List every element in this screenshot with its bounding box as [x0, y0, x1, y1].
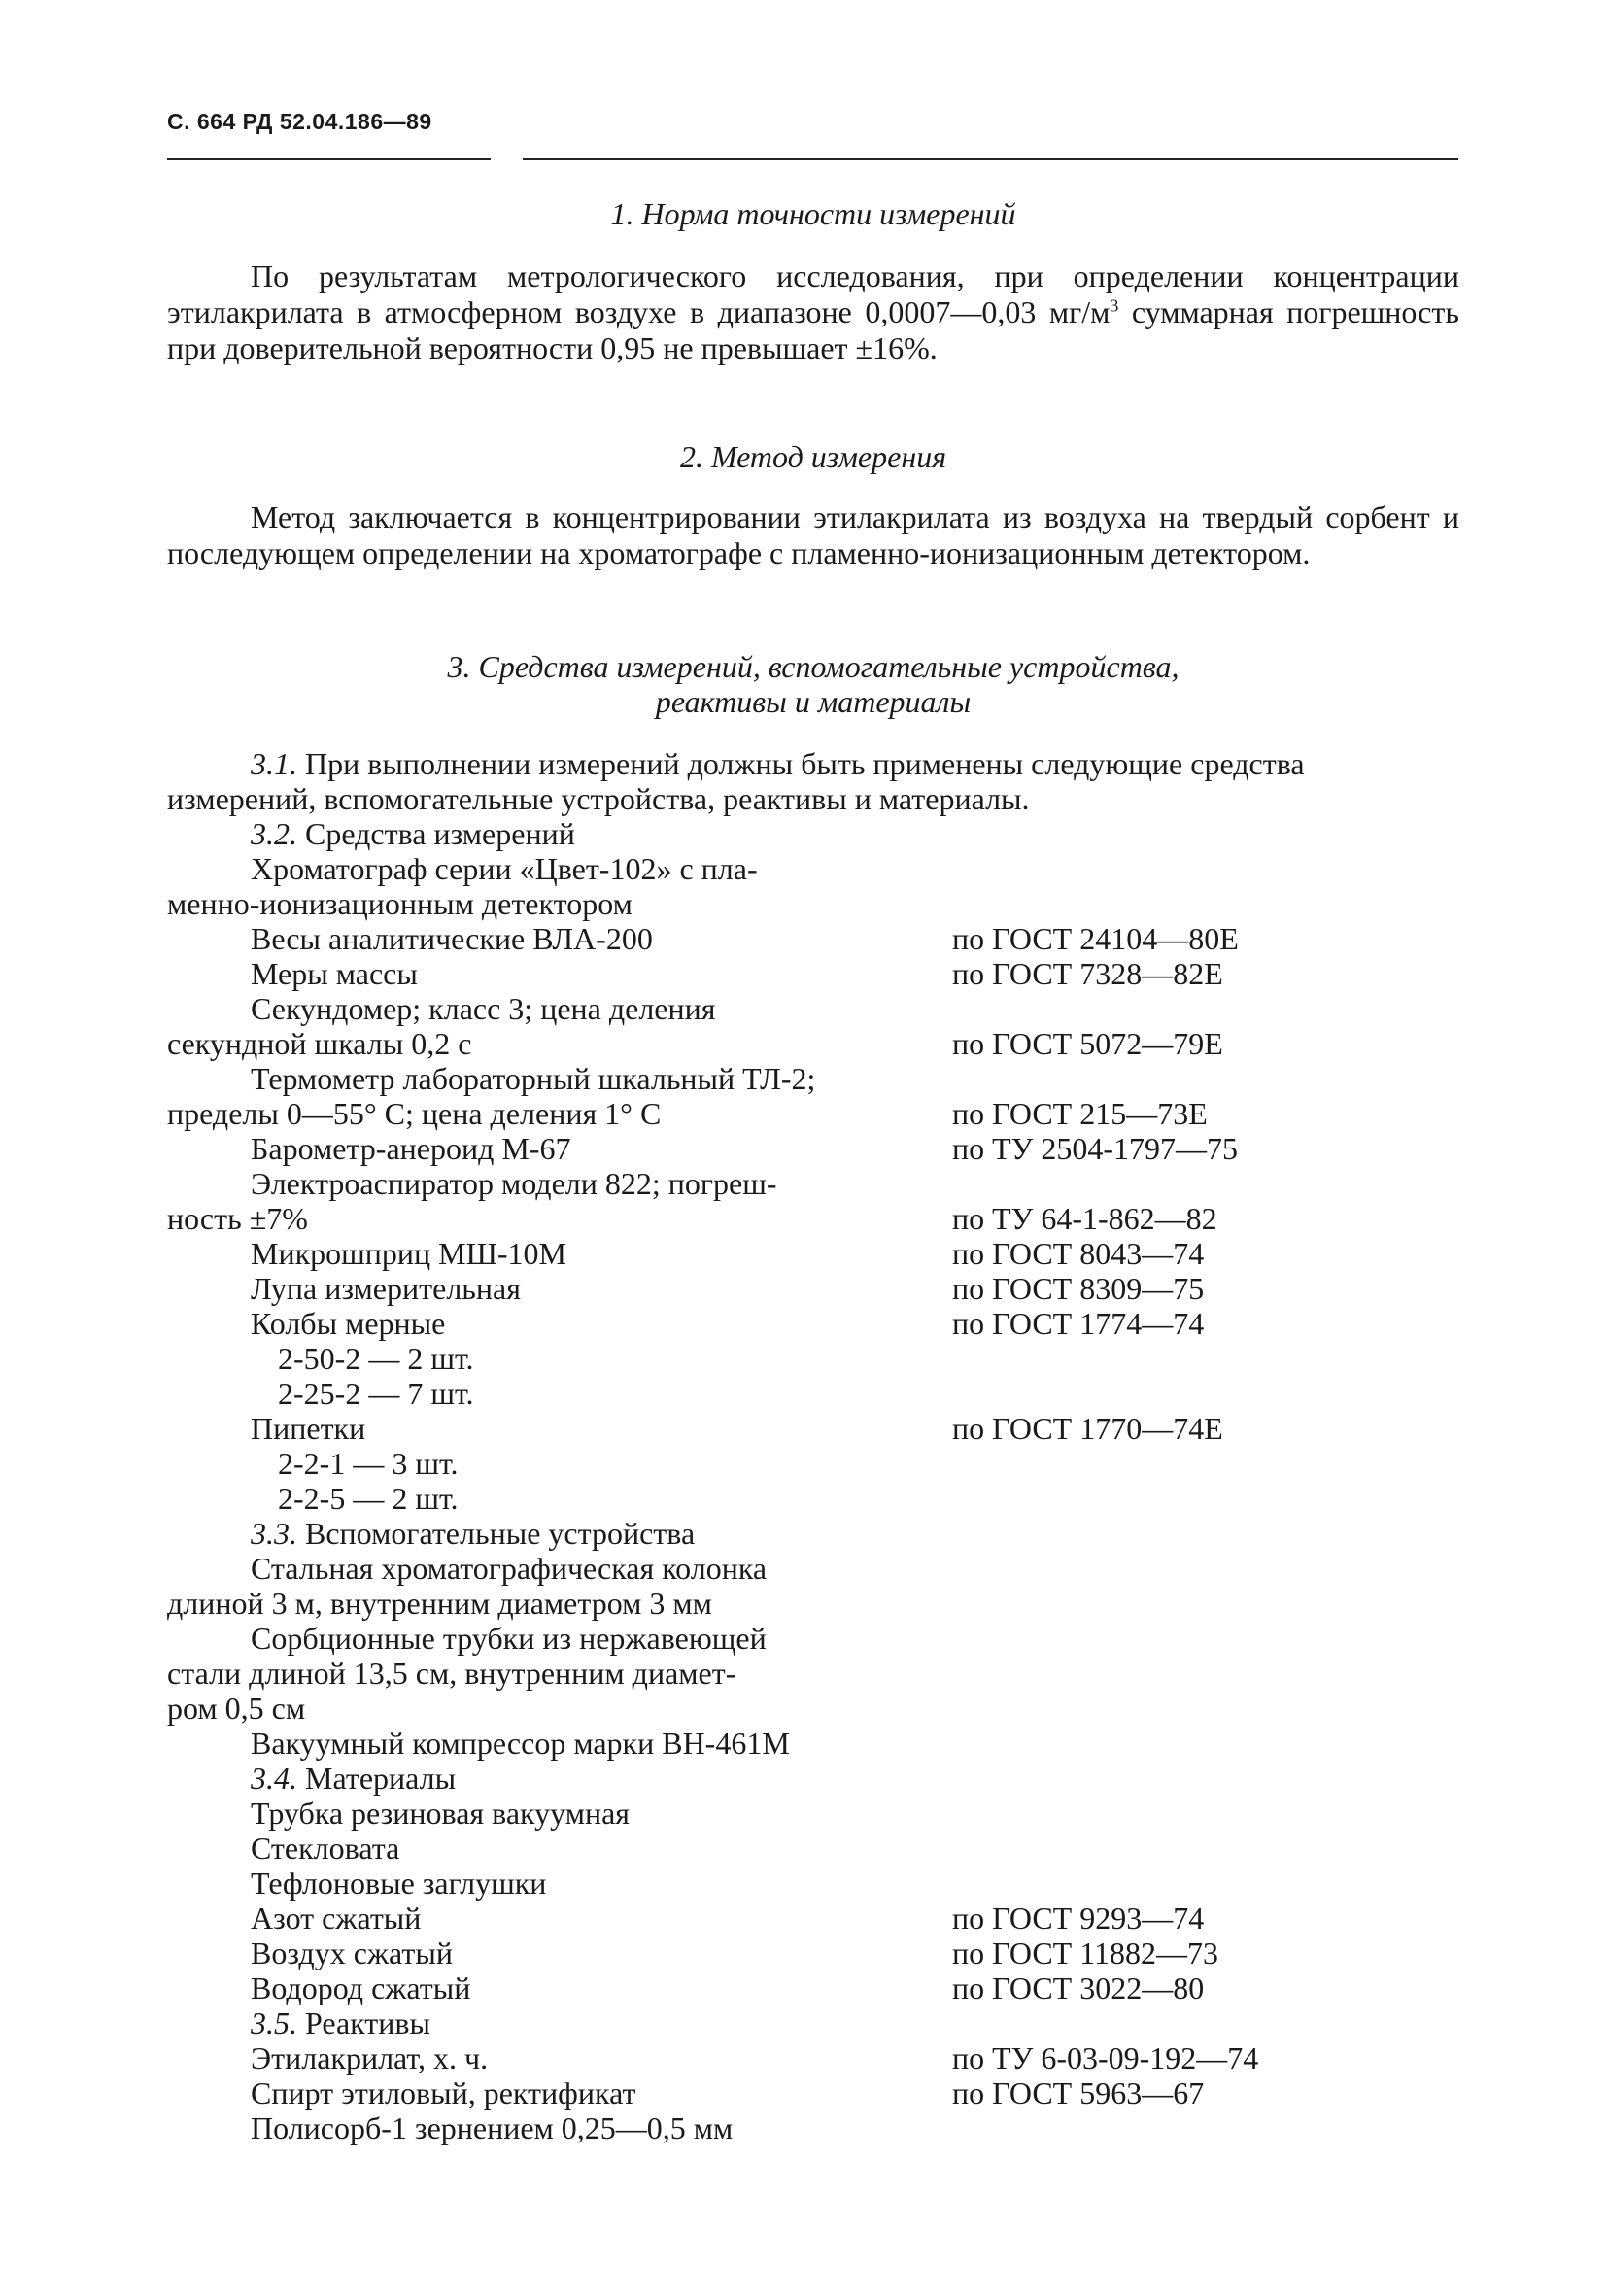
- item-mass-standard: по ГОСТ 7328—82Е: [952, 956, 1223, 991]
- clause-text: Материалы: [297, 1761, 457, 1796]
- section-2-heading: 2. Метод измерения: [679, 439, 947, 474]
- material-hydrogen: Водород сжатый: [251, 1970, 471, 2005]
- header-rule-left: [167, 158, 491, 160]
- material-hydrogen-standard: по ГОСТ 3022—80: [952, 1970, 1205, 2005]
- section-3-heading-line1: 3. Средства измерений, вспомогательные устройства,: [447, 649, 1180, 684]
- item-stopwatch-standard: по ГОСТ 5072—79Е: [952, 1026, 1223, 1061]
- reagent-ethyl-acrylate-standard: по ТУ 6-03-09-192—74: [952, 2040, 1259, 2075]
- section-1-paragraph: [167, 258, 1459, 366]
- item-aspirator-standard: по ТУ 64-1-862—82: [952, 1201, 1217, 1236]
- aux-tubes-l3: ром 0,5 см: [167, 1691, 306, 1726]
- clause-3-4-title: [251, 1761, 456, 1796]
- item-chromatograph-l2: менно-ионизационным детектором: [167, 886, 633, 921]
- item-loupe-standard: по ГОСТ 8309—75: [952, 1271, 1205, 1306]
- reagent-ethyl-alcohol-standard: по ГОСТ 5963—67: [952, 2075, 1205, 2110]
- section-1-text: По результатам метрологического исследования, при определении концентрации этилакрилата в атмосферном воздухе в диапазоне 0,0007—0,03 мг/м: [167, 258, 1459, 329]
- material-glasswool: Стекловата: [251, 1831, 400, 1866]
- item-flask-1: 2-50-2 — 2 шт.: [278, 1341, 474, 1376]
- unit-superscript: 3: [1110, 295, 1119, 316]
- aux-tubes-l1: Сорбционные трубки из нержавеющей: [251, 1621, 767, 1656]
- clause-number: 3.2.: [251, 816, 297, 851]
- item-flasks: Колбы мерные: [251, 1306, 446, 1341]
- item-pipettes: Пипетки: [251, 1411, 366, 1446]
- material-air-standard: по ГОСТ 11882—73: [952, 1936, 1219, 1970]
- item-barometer-standard: по ТУ 2504-1797—75: [952, 1131, 1238, 1166]
- clause-text: Средства измерений: [297, 816, 575, 851]
- item-aspirator-l2: ность ±7%: [167, 1201, 308, 1236]
- clause-text: При выполнении измерений должны быть применены следующие средства: [297, 746, 1305, 781]
- clause-3-1-line1: [251, 746, 1305, 781]
- aux-column-l1: Стальная хроматографическая колонка: [251, 1551, 768, 1586]
- section-3-heading-line2: реактивы и материалы: [655, 684, 972, 719]
- material-teflon-plugs: Тефлоновые заглушки: [251, 1866, 547, 1901]
- clause-3-2-title: [251, 816, 575, 851]
- clause-number: 3.5.: [251, 2005, 297, 2040]
- item-aspirator-l1: Электроаспиратор модели 822; погреш-: [251, 1166, 777, 1201]
- item-thermometer-l2: пределы 0—55° С; цена деления 1° С: [167, 1096, 662, 1131]
- clause-number: 3.3.: [251, 1516, 297, 1551]
- item-scales: Весы аналитические ВЛА-200: [251, 921, 653, 956]
- clause-text: Вспомогательные устройства: [297, 1516, 696, 1551]
- item-stopwatch-l1: Секундомер; класс 3; цена деления: [251, 991, 716, 1026]
- clause-3-3-title: [251, 1516, 695, 1551]
- clause-3-1-line2: измерений, вспомогательные устройства, реактивы и материалы.: [167, 781, 1030, 816]
- material-nitrogen: Азот сжатый: [251, 1901, 422, 1936]
- item-flasks-standard: по ГОСТ 1774—74: [952, 1306, 1205, 1341]
- item-chromatograph-l1: Хроматограф серии «Цвет-102» с пла-: [251, 851, 758, 886]
- clause-3-5-title: [251, 2005, 430, 2040]
- clause-number: 3.1.: [251, 746, 297, 781]
- item-scales-standard: по ГОСТ 24104—80Е: [952, 921, 1239, 956]
- item-mass: Меры массы: [251, 956, 418, 991]
- item-microsyringe-standard: по ГОСТ 8043—74: [952, 1236, 1205, 1271]
- section-1-text-end: суммарная погрешность при доверительной вероятности 0,95 не превышает ±16%.: [167, 294, 1460, 365]
- item-thermometer-standard: по ГОСТ 215—73Е: [952, 1096, 1208, 1131]
- item-loupe: Лупа измерительная: [251, 1271, 521, 1306]
- item-thermometer-l1: Термометр лабораторный шкальный ТЛ-2;: [251, 1061, 816, 1096]
- section-1-heading: 1. Норма точности измерений: [610, 196, 1016, 231]
- item-barometer: Барометр-анероид М-67: [251, 1131, 571, 1166]
- aux-column-l2: длиной 3 м, внутренним диаметром 3 мм: [167, 1586, 712, 1621]
- page-header: С. 664 РД 52.04.186—89: [167, 109, 432, 134]
- item-microsyringe: Микрошприц МШ-10М: [251, 1236, 566, 1271]
- item-flask-2: 2-25-2 — 7 шт.: [278, 1376, 474, 1411]
- clause-number: 3.4.: [251, 1761, 297, 1796]
- reagent-ethyl-acrylate: Этилакрилат, х. ч.: [251, 2040, 489, 2075]
- material-air: Воздух сжатый: [251, 1936, 453, 1970]
- item-pipette-2: 2-2-5 — 2 шт.: [278, 1481, 459, 1516]
- item-pipette-1: 2-2-1 — 3 шт.: [278, 1446, 459, 1481]
- reagent-polysorb: Полисорб-1 зернением 0,25—0,5 мм: [251, 2110, 734, 2145]
- header-rule-right: [523, 158, 1458, 160]
- section-2-paragraph: Метод заключается в концентрировании этилакрилата из воздуха на твердый сорбент и последующем определении на хроматографе с пламенно-ионизационным детектором.: [167, 499, 1459, 570]
- reagent-ethyl-alcohol: Спирт этиловый, ректификат: [251, 2075, 636, 2110]
- material-rubber-tube: Трубка резиновая вакуумная: [251, 1796, 630, 1831]
- item-stopwatch-l2: секундной шкалы 0,2 с: [167, 1026, 472, 1061]
- aux-compressor: Вакуумный компрессор марки ВН-461М: [251, 1726, 790, 1761]
- item-pipettes-standard: по ГОСТ 1770—74Е: [952, 1411, 1223, 1446]
- clause-text: Реактивы: [297, 2005, 431, 2040]
- material-nitrogen-standard: по ГОСТ 9293—74: [952, 1901, 1205, 1936]
- aux-tubes-l2: стали длиной 13,5 см, внутренним диамет-: [167, 1656, 736, 1691]
